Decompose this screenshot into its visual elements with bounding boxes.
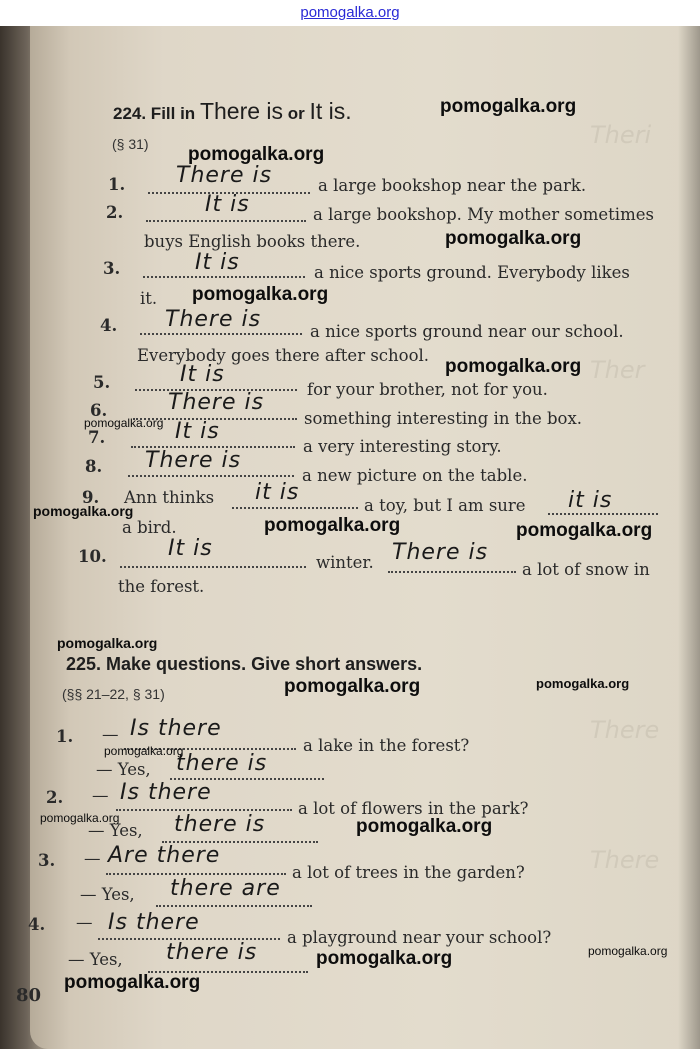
item-number: 2. bbox=[46, 788, 64, 807]
question-text: a lot of trees in the garden? bbox=[292, 863, 525, 882]
exercise-224-title: 224. Fill in There is or It is. bbox=[113, 98, 352, 124]
answer-blank bbox=[106, 873, 286, 875]
watermark: pomogalka.org bbox=[84, 416, 164, 430]
handwritten-answer: Is there bbox=[130, 716, 222, 741]
item-number: 1. bbox=[56, 727, 74, 746]
item-number: 3. bbox=[103, 259, 121, 278]
exercise-225-reference: (§§ 21–22, § 31) bbox=[62, 686, 165, 702]
answer-blank bbox=[128, 475, 294, 477]
question-text: a lake in the forest? bbox=[303, 736, 470, 755]
watermark: pomogalka.org bbox=[356, 816, 493, 837]
show-through: There bbox=[590, 716, 660, 744]
sentence-continuation: the forest. bbox=[118, 577, 205, 596]
handwritten-answer: There is bbox=[392, 540, 489, 565]
answer-blank bbox=[120, 566, 306, 568]
watermark: pomogalka.org bbox=[445, 228, 582, 249]
watermark: pomogalka.org bbox=[264, 515, 401, 536]
watermark: pomogalka.org bbox=[445, 356, 582, 377]
handwritten-answer: there is bbox=[166, 940, 258, 965]
handwritten-answer: There is bbox=[165, 307, 262, 332]
item-number: 10. bbox=[78, 547, 107, 566]
answer-blank bbox=[140, 333, 302, 335]
sentence-text: a large bookshop. My mother sometimes bbox=[313, 205, 654, 224]
watermark: pomogalka.org bbox=[536, 676, 630, 691]
item-number: 2. bbox=[106, 203, 124, 222]
sentence-text: a very interesting story. bbox=[303, 437, 502, 456]
show-through: Ther bbox=[590, 356, 645, 384]
handwritten-answer: it is bbox=[255, 480, 300, 505]
page-number: 80 bbox=[16, 985, 42, 1006]
handwritten-answer: It is bbox=[180, 362, 225, 387]
item-number: 3. bbox=[38, 851, 56, 870]
yes-prefix: — Yes, bbox=[80, 885, 135, 904]
watermark: pomogalka.org bbox=[192, 284, 329, 305]
question-text: a lot of flowers in the park? bbox=[298, 799, 529, 818]
watermark: pomogalka.org bbox=[516, 520, 653, 541]
sentence-text: Ann thinks bbox=[124, 488, 215, 507]
show-through: Theri bbox=[590, 121, 652, 149]
item-number: 9. bbox=[82, 488, 100, 507]
handwritten-answer: it is bbox=[568, 488, 613, 513]
watermark: pomogalka.org bbox=[440, 96, 577, 117]
item-number: 5. bbox=[93, 373, 111, 392]
answer-blank bbox=[548, 513, 658, 515]
sentence-continuation: a bird. bbox=[122, 518, 177, 537]
watermark: pomogalka.org bbox=[188, 144, 325, 165]
question-text: a playground near your school? bbox=[287, 928, 552, 947]
page-shadow bbox=[678, 26, 700, 1049]
sentence-text: a new picture on the table. bbox=[302, 466, 528, 485]
sentence-text: for your brother, not for you. bbox=[307, 380, 548, 399]
dash: — bbox=[92, 786, 109, 805]
watermark: pomogalka.org bbox=[284, 676, 421, 697]
answer-blank bbox=[232, 507, 358, 509]
watermark: pomogalka.org bbox=[64, 972, 201, 993]
yes-prefix: — Yes, bbox=[88, 821, 143, 840]
sentence-text: a nice sports ground near our school. bbox=[310, 322, 624, 341]
dash: — bbox=[84, 849, 101, 868]
answer-blank bbox=[143, 276, 305, 278]
item-number: 8. bbox=[85, 457, 103, 476]
yes-prefix: — Yes, bbox=[68, 950, 123, 969]
sentence-text: winter. bbox=[316, 553, 374, 572]
handwritten-answer: It is bbox=[175, 419, 220, 444]
exercise-224-reference: (§ 31) bbox=[112, 136, 149, 152]
item-number: 1. bbox=[108, 175, 126, 194]
item-number: 7. bbox=[88, 428, 106, 447]
sentence-text: something interesting in the box. bbox=[304, 409, 583, 428]
item-number: 4. bbox=[100, 316, 118, 335]
handwritten-answer: There is bbox=[168, 390, 265, 415]
sentence-text: a large bookshop near the park. bbox=[318, 176, 587, 195]
handwritten-answer: there is bbox=[176, 751, 268, 776]
handwritten-answer: There is bbox=[145, 448, 242, 473]
answer-blank bbox=[116, 809, 292, 811]
item-number: 6. bbox=[90, 401, 108, 420]
watermark: pomogalka.org bbox=[33, 503, 134, 519]
handwritten-answer: It is bbox=[195, 250, 240, 275]
dash: — bbox=[76, 913, 93, 932]
watermark: pomogalka.org bbox=[588, 944, 668, 958]
sentence-continuation: Everybody goes there after school. bbox=[137, 346, 430, 365]
answer-blank bbox=[388, 571, 516, 573]
exercise-225-title: 225. Make questions. Give short answers. bbox=[66, 654, 423, 674]
show-through: There bbox=[590, 846, 660, 874]
answer-blank bbox=[156, 905, 312, 907]
handwritten-answer: It is bbox=[168, 536, 213, 561]
sentence-text: a lot of snow in bbox=[522, 560, 650, 579]
watermark: pomogalka.org bbox=[40, 811, 120, 825]
item-number: 4. bbox=[28, 915, 46, 934]
handwritten-answer: Is there bbox=[120, 780, 212, 805]
handwritten-answer: there are bbox=[170, 876, 281, 901]
sentence-continuation: it. bbox=[140, 289, 158, 308]
handwritten-answer: Are there bbox=[108, 843, 221, 868]
yes-prefix: — Yes, bbox=[96, 760, 151, 779]
handwritten-answer: Is there bbox=[108, 910, 200, 935]
watermark: pomogalka.org bbox=[57, 635, 158, 651]
sentence-text: a nice sports ground. Everybody likes bbox=[314, 263, 630, 282]
handwritten-answer: It is bbox=[205, 192, 250, 217]
handwritten-answer: there is bbox=[174, 812, 266, 837]
site-header-link[interactable]: pomogalka.org bbox=[300, 4, 400, 21]
watermark: pomogalka.org bbox=[316, 948, 453, 969]
answer-blank bbox=[146, 220, 306, 222]
sentence-text: a toy, but I am sure bbox=[364, 496, 526, 515]
dash: — bbox=[102, 725, 119, 744]
sentence-continuation: buys English books there. bbox=[144, 232, 361, 251]
handwritten-answer: There is bbox=[176, 163, 273, 188]
watermark: pomogalka.org bbox=[104, 744, 184, 758]
